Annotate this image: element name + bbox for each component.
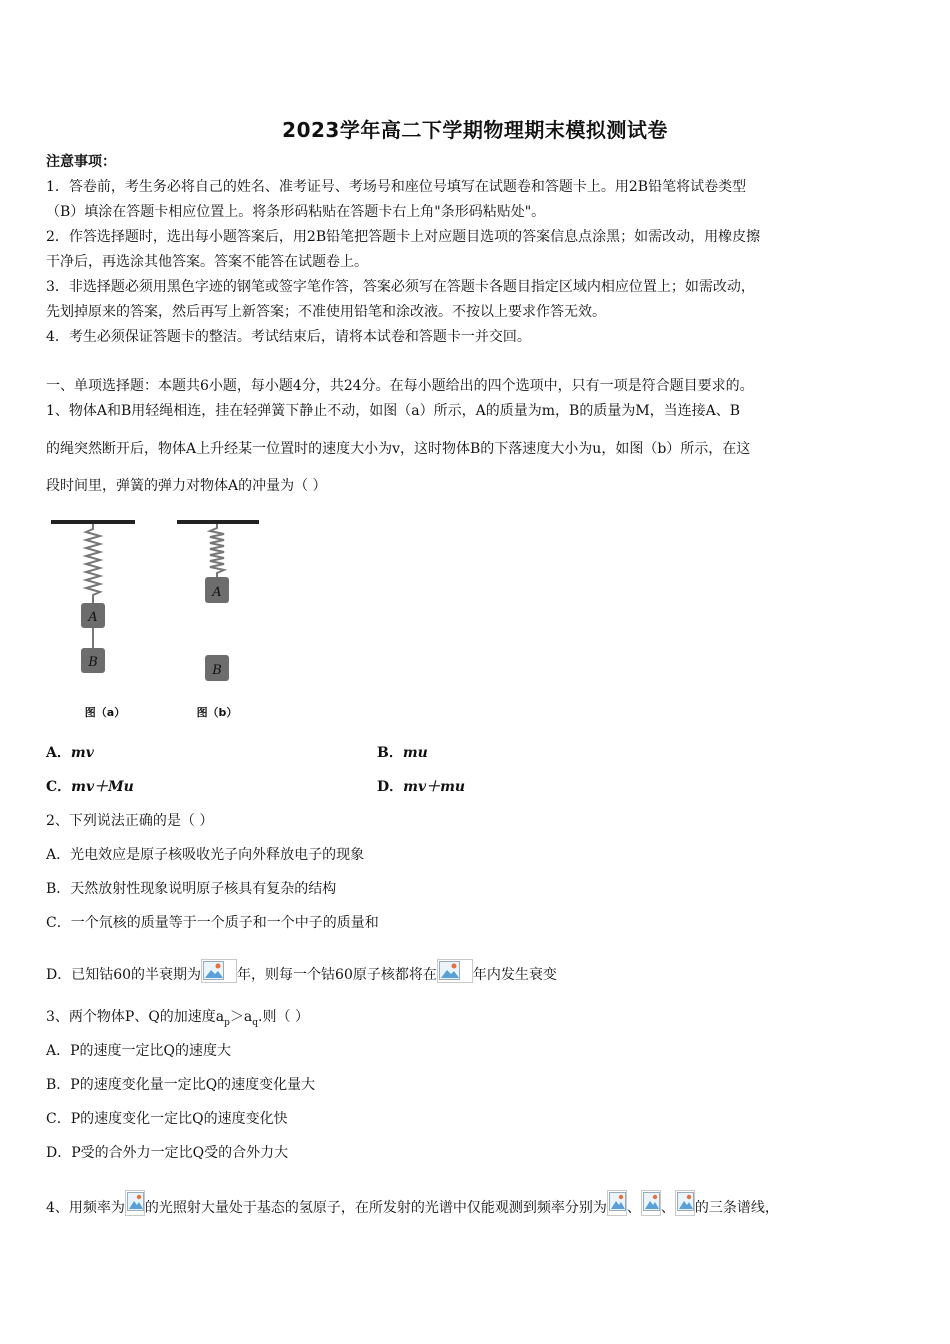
notice-heading: 注意事项：	[46, 154, 116, 170]
q2-stem: 2、下列说法正确的是（ ）	[46, 813, 214, 829]
q2-option-b: B．天然放射性现象说明原子核具有复杂的结构	[46, 881, 337, 897]
spring-a	[86, 524, 100, 603]
notice-line: 干净后，再选涂其他答案。答案不能答在试题卷上。	[46, 254, 368, 270]
block-b-label: B	[88, 655, 98, 670]
q1-option-d: D．mv＋mu	[377, 779, 466, 795]
notice-line: 3．非选择题必须用黑色字迹的钢笔或签字笔作答，答案必须写在答题卡各题目指定区域内相应位置上；如需改动，	[46, 279, 755, 295]
block-a-label: A	[212, 585, 222, 600]
block-a-label: A	[88, 610, 98, 625]
fig-a-caption: 图（a）	[84, 706, 126, 719]
spring-diagram	[46, 515, 276, 730]
q1-option-a: A．mv	[46, 745, 94, 761]
q3-option-d: D．P受的合外力一定比Q受的合外力大	[46, 1145, 289, 1161]
q1-stem-line3: 段时间里，弹簧的弹力对物体A的冲量为（ ）	[46, 478, 327, 494]
q2-option-a: A．光电效应是原子核吸收光子向外释放电子的现象	[46, 847, 365, 863]
broken-image-icon	[641, 1190, 661, 1216]
broken-image-icon	[437, 959, 473, 983]
q1-stem-line1: 1、物体A和B用轻绳相连，挂在轻弹簧下静止不动，如图（a）所示，A的质量为m，B的质量为M，当连接A、B	[46, 403, 741, 419]
broken-image-icon	[201, 959, 237, 983]
fig-b-caption: 图（b）	[196, 706, 238, 719]
notice-line: 4．考生必须保证答题卡的整洁。考试结束后，请将本试卷和答题卡一并交回。	[46, 329, 531, 345]
q3-option-b: B．P的速度变化量一定比Q的速度变化量大	[46, 1077, 316, 1093]
q3-option-a: A．P的速度一定比Q的速度大	[46, 1043, 232, 1059]
spring-b	[210, 524, 224, 577]
notice-line: （B）填涂在答题卡相应位置上。将条形码粘贴在答题卡右上角"条形码粘贴处"。	[46, 204, 546, 220]
q3-option-c: C．P的速度变化一定比Q的速度变化快	[46, 1111, 288, 1127]
q1-option-b: B．mu	[377, 745, 428, 761]
notice-line: 1．答卷前，考生务必将自己的姓名、准考证号、考场号和座位号填写在试题卷和答题卡上。用2B铅笔将试卷类型	[46, 179, 747, 195]
notice-line: 2．作答选择题时，选出每小题答案后，用2B铅笔把答题卡上对应题目选项的答案信息点涂黑；如需改动，用橡皮擦	[46, 229, 761, 245]
q4-stem: 4、用频率为 的光照射大量处于基态的氢原子，在所发射的光谱中仅能观测到频率分别为 、 、 的三条谱线，	[46, 1190, 779, 1217]
broken-image-icon	[125, 1190, 145, 1216]
broken-image-icon	[607, 1190, 627, 1216]
ceiling-a	[51, 520, 135, 524]
q2-option-d: D．已知钴60的半衰期为 年，则每一个钴60原子核都将在 年内发生衰变	[46, 959, 557, 984]
notice-line: 先划掉原来的答案，然后再写上新答案；不准使用铅笔和涂改液。不按以上要求作答无效。	[46, 304, 606, 320]
exam-title: 2023学年高二下学期物理期末模拟测试卷	[282, 118, 668, 142]
block-b-label: B	[212, 663, 222, 678]
q2-option-c: C．一个氘核的质量等于一个质子和一个中子的质量和	[46, 915, 379, 931]
broken-image-icon	[675, 1190, 695, 1216]
ceiling-b	[177, 520, 259, 524]
section-heading: 一、单项选择题：本题共6小题，每小题4分，共24分。在每小题给出的四个选项中，只有一项是符合题目要求的。	[46, 378, 754, 394]
spring-figure	[46, 515, 276, 734]
q3-stem: 3、两个物体P、Q的加速度$a_p>a_q$.则（ ）	[46, 1009, 309, 1028]
q1-option-c: C．mv＋Mu	[46, 779, 134, 795]
q1-stem-line2: 的绳突然断开后，物体A上升经某一位置时的速度大小为v，这时物体B的下落速度大小为u，如图（b）所示，在这	[46, 441, 751, 457]
